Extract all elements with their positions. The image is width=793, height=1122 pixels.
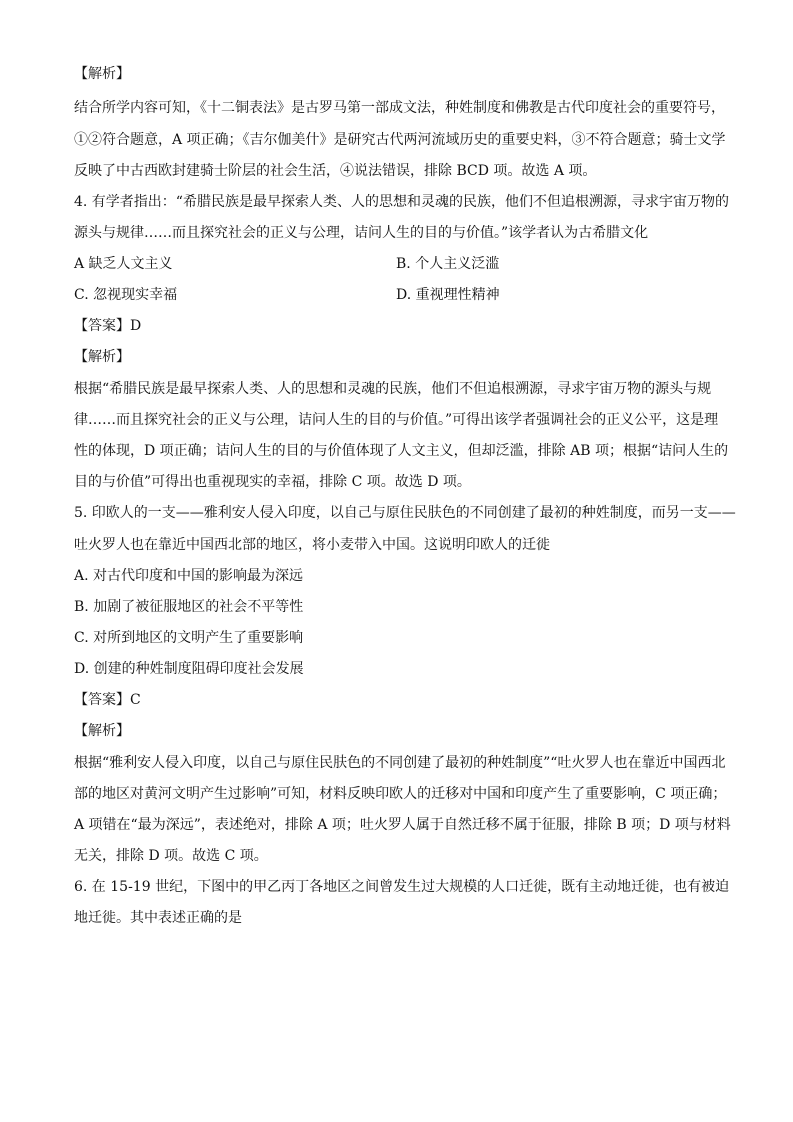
question-5-option-a: A. 对古代印度和中国的影响最为深远 (74, 568, 304, 584)
analysis-paragraph-line: 部的地区对黄河文明产生过影响”可知，材料反映印欧人的迁移对中国和印度产生了重要影响，C 项正确； (74, 786, 727, 802)
analysis-paragraph-line: 无关，排除 D 项。故选 C 项。 (74, 848, 268, 864)
question-5-option-c: C. 对所到地区的文明产生了重要影响 (74, 630, 304, 646)
analysis-paragraph-line: A 项错在“最为深远”，表述绝对，排除 A 项；吐火罗人属于自然迁移不属于征服，排除 B 项；D 项与材料 (74, 817, 731, 833)
question-4-option-b: B. 个人主义泛滥 (396, 256, 500, 272)
analysis-paragraph-line: 根据“希腊民族是最早探索人类、人的思想和灵魂的民族，他们不但追根溯源，寻求宇宙万物的源头与规 (74, 381, 712, 397)
question-5-option-d: D. 创建的种姓制度阻碍印度社会发展 (74, 661, 304, 677)
analysis-paragraph-line: ①②符合题意，A 项正确；《吉尔伽美什》是研究古代两河流域历史的重要史料，③不符合题意；骑士文学 (74, 132, 726, 148)
question-6-stem: 地迁徙。其中表述正确的是 (74, 910, 242, 926)
section-heading-analysis: 【解析】 (74, 723, 130, 739)
analysis-paragraph-line: 性的体现，D 项正确；诘问人生的目的与价值体现了人文主义，但却泛滥，排除 AB 项；根据“诘问人生的 (74, 443, 729, 459)
section-heading-analysis: 【解析】 (74, 349, 130, 365)
question-4-option-a: A 缺乏人文主义 (74, 256, 173, 272)
analysis-paragraph-line: 结合所学内容可知，《十二铜表法》是古罗马第一部成文法，种姓制度和佛教是古代印度社会的重要符号， (74, 100, 725, 116)
analysis-paragraph-line: 律……而且探究社会的正义与公理，诘问人生的目的与价值。”可得出该学者强调社会的正义公平，这是理 (74, 412, 719, 428)
analysis-paragraph-line: 目的与价值”可得出也重视现实的幸福，排除 C 项。故选 D 项。 (74, 474, 471, 490)
question-5-option-b: B. 加剧了被征服地区的社会不平等性 (74, 599, 304, 615)
question-5-stem: 5. 印欧人的一支——雅利安人侵入印度，以自己与原住民肤色的不同创建了最初的种姓制度，而另一支—— (74, 505, 736, 521)
analysis-paragraph-line: 反映了中古西欧封建骑士阶层的社会生活，④说法错误，排除 BCD 项。故选 A 项。 (74, 163, 597, 179)
section-heading-analysis: 【解析】 (74, 66, 130, 82)
question-6-stem: 6. 在 15-19 世纪，下图中的甲乙丙丁各地区之间曾发生过大规模的人口迁徙，既有主动地迁徙，也有被迫 (74, 879, 730, 895)
analysis-paragraph-line: 根据“雅利安人侵入印度，以自己与原住民肤色的不同创建了最初的种姓制度”“吐火罗人也在靠近中国西北 (74, 755, 726, 771)
answer-label: 【答案】D (74, 318, 142, 334)
question-4-stem: 源头与规律……而且探究社会的正义与公理，诘问人生的目的与价值。”该学者认为古希腊文化 (74, 225, 649, 241)
answer-label: 【答案】C (74, 692, 141, 708)
question-5-stem: 吐火罗人也在靠近中国西北部的地区，将小麦带入中国。这说明印欧人的迁徙 (74, 537, 550, 553)
question-4-stem: 4. 有学者指出：“希腊民族是最早探索人类、人的思想和灵魂的民族，他们不但追根溯源，寻求宇宙万物的 (74, 194, 729, 210)
question-4-option-d: D. 重视理性精神 (396, 287, 500, 303)
question-4-option-c: C. 忽视现实幸福 (74, 287, 178, 303)
